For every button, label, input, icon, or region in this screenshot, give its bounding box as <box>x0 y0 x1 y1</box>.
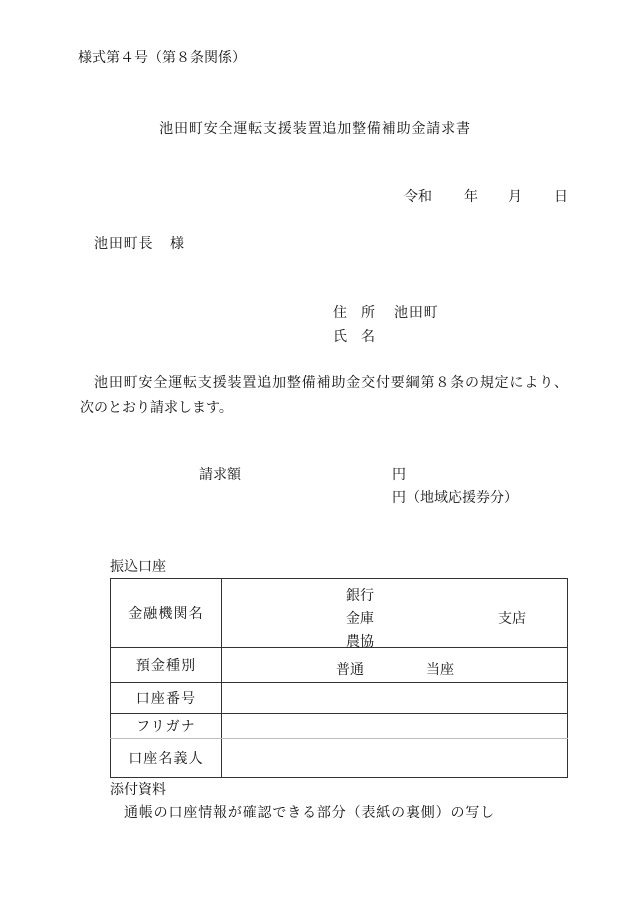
row-institution <box>111 579 568 648</box>
addressee-honorific: 様 <box>170 236 184 252</box>
row-deposit-type <box>111 648 568 683</box>
document-title: 池田町安全運転支援装置追加整備補助金請求書 <box>159 121 471 137</box>
attachment-item: 通帳の口座情報が確認できる部分（表紙の裏側）の写し <box>124 805 495 821</box>
amount-yen-voucher: 円（地域応援券分） <box>392 490 518 506</box>
address-value: 池田町 <box>394 305 439 321</box>
option-shinkin: 金庫 <box>346 611 374 627</box>
body-line-2: 次のとおり請求します。 <box>80 400 233 416</box>
option-futsu: 普通 <box>336 662 364 678</box>
account-holder-label: 口座名義人 <box>111 739 222 778</box>
name-label: 氏 名 <box>333 329 375 345</box>
body-line-1: 池田町安全運転支援装置追加整備補助金交付要綱第８条の規定により、 <box>94 375 569 391</box>
date-era: 令和 <box>404 189 432 205</box>
row-account-number <box>111 683 568 714</box>
account-table <box>110 578 568 778</box>
option-bank: 銀行 <box>346 588 374 604</box>
account-number-label: 口座番号 <box>111 683 222 714</box>
institution-field[interactable] <box>222 579 568 648</box>
form-number: 様式第４号（第８条関係） <box>78 50 246 66</box>
account-number-field[interactable] <box>222 683 568 714</box>
row-furigana <box>111 714 568 739</box>
attachments-label: 添付資料 <box>110 782 166 798</box>
amount-yen: 円 <box>392 467 406 483</box>
institution-label: 金融機関名 <box>111 579 222 648</box>
furigana-field[interactable] <box>222 714 568 739</box>
branch-label: 支店 <box>498 611 526 627</box>
date-day: 日 <box>554 189 568 205</box>
amount-label: 請求額 <box>199 467 241 483</box>
furigana-label: フリガナ <box>111 714 222 739</box>
row-account-holder <box>111 739 568 778</box>
date-month: 月 <box>508 189 522 205</box>
deposit-type-label: 預金種別 <box>111 648 222 683</box>
addressee-name: 池田町長 <box>94 236 154 252</box>
option-nokyo: 農協 <box>346 634 374 650</box>
account-section-label: 振込口座 <box>110 559 166 575</box>
option-toza: 当座 <box>426 662 454 678</box>
date-year: 年 <box>464 189 478 205</box>
account-holder-field[interactable] <box>222 739 568 778</box>
address-label: 住 所 <box>333 305 375 321</box>
deposit-type-field[interactable] <box>222 648 568 683</box>
